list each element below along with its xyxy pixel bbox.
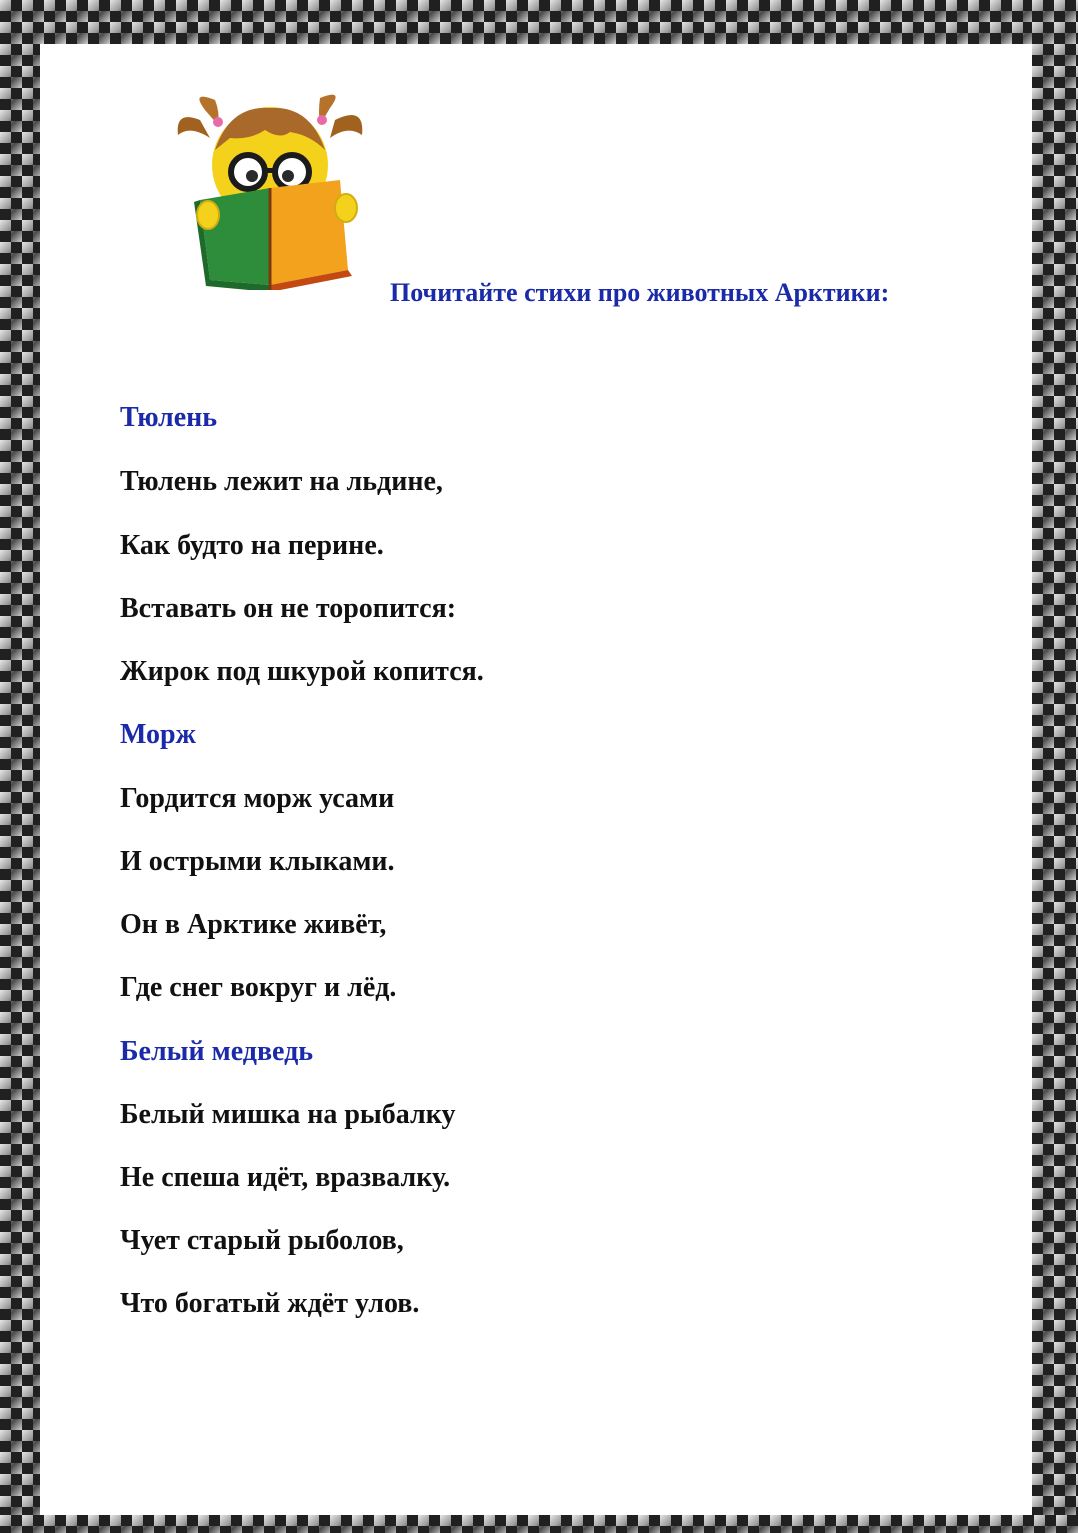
poem-line: Гордится морж усами — [120, 783, 395, 814]
poem-title: Морж — [120, 719, 196, 750]
poem-line: Что богатый ждёт улов. — [120, 1288, 420, 1319]
frame-left-border — [0, 0, 40, 1533]
poem-line: Белый мишка на рыбалку — [120, 1099, 456, 1130]
poem-line: Он в Арктике живёт, — [120, 909, 387, 940]
poem-line: Чует старый рыболов, — [120, 1225, 404, 1256]
girl-reading-book-icon — [170, 80, 370, 290]
page-heading: Почитайте стихи про животных Арктики: — [390, 278, 890, 307]
poem-title: Белый медведь — [120, 1036, 314, 1067]
poem-title: Тюлень — [120, 402, 218, 433]
frame-top-border — [0, 0, 1078, 44]
poem-line: Где снег вокруг и лёд. — [120, 972, 397, 1003]
poem-line: Не спеша идёт, вразвалку. — [120, 1162, 451, 1193]
frame-right-border — [1032, 0, 1078, 1533]
poem-line: Как будто на перине. — [120, 530, 384, 561]
frame-bottom-border — [0, 1515, 1078, 1533]
poem-line: И острыми клыками. — [120, 846, 395, 877]
poem-line: Вставать он не торопится: — [120, 593, 457, 624]
poem-line: Жирок под шкурой копится. — [120, 656, 484, 687]
poem-line: Тюлень лежит на льдине, — [120, 466, 443, 497]
